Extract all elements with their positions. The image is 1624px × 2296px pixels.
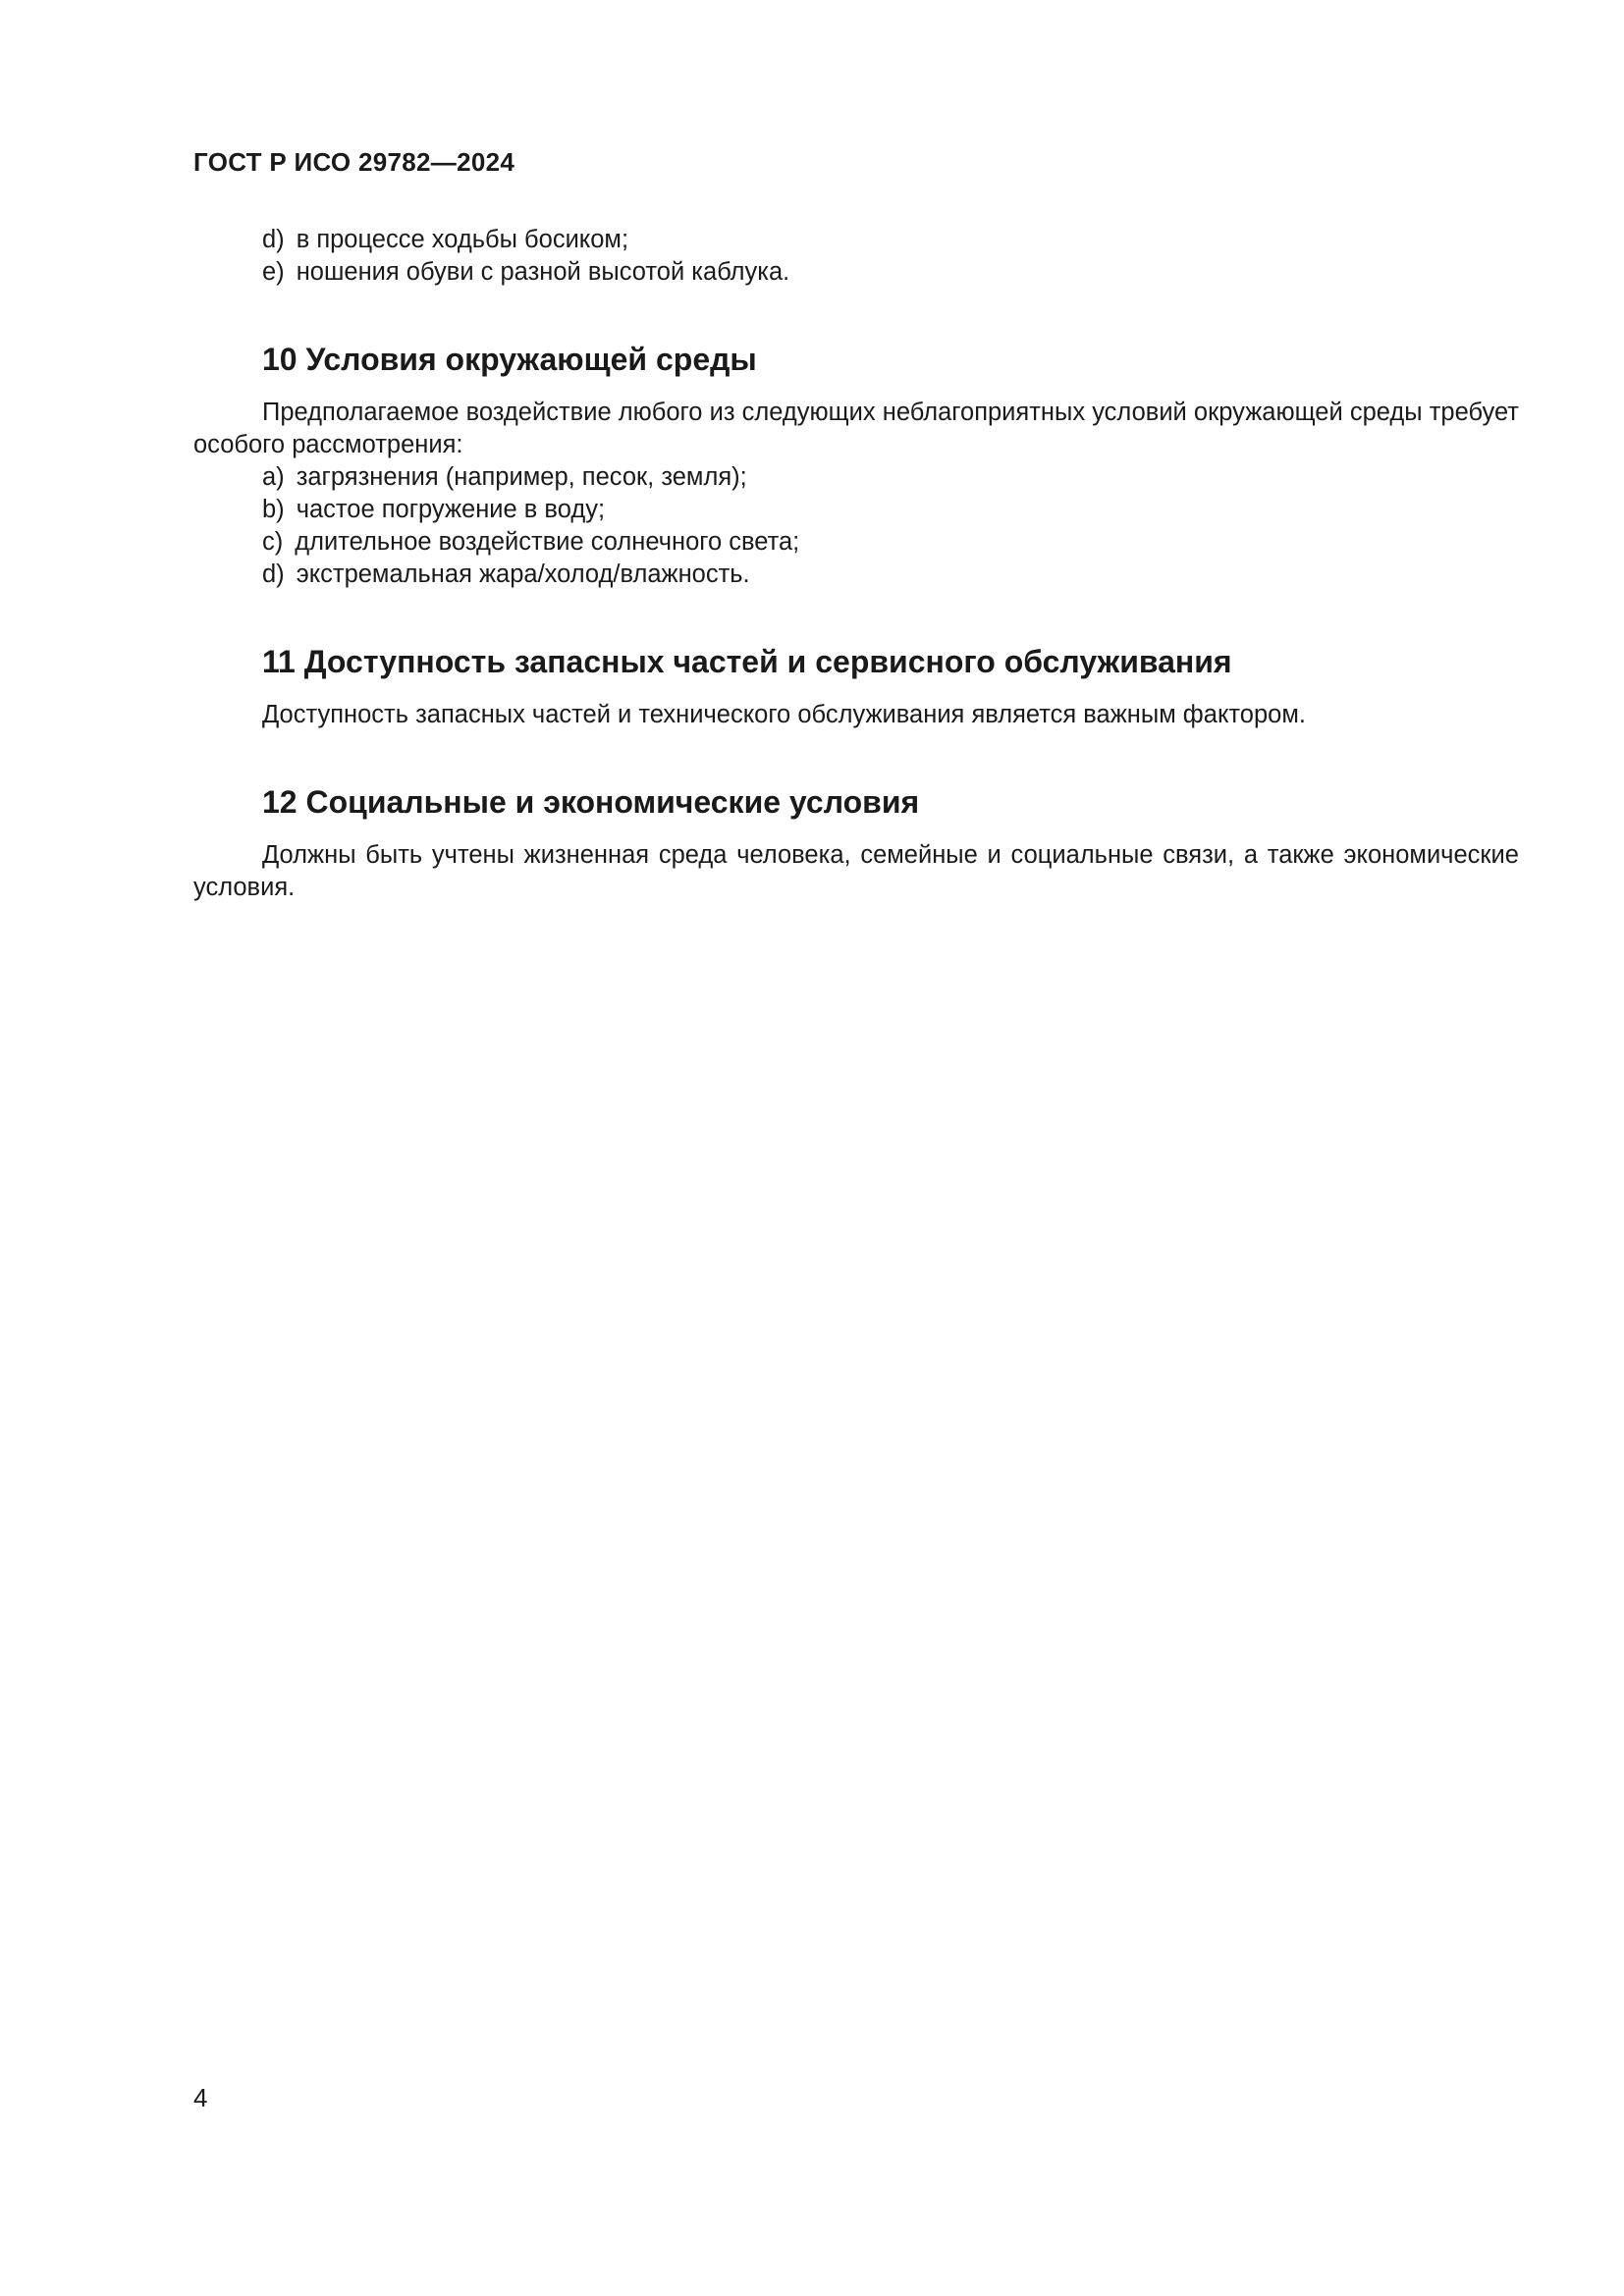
carryover-list: [193, 224, 1519, 289]
list-marker: b): [262, 496, 285, 523]
list-item: [193, 559, 1519, 591]
section-paragraph: Доступность запасных частей и технического обслуживания является важным фактором.: [262, 701, 1306, 728]
page-number: 4: [193, 2083, 208, 2112]
list-item-text: экстремальная жара/холод/влажность.: [296, 561, 750, 588]
document-code-header: ГОСТ Р ИСО 29782—2024: [193, 147, 515, 177]
list-item: [193, 494, 1519, 526]
list-marker: c): [262, 528, 284, 556]
list-marker: e): [262, 258, 285, 286]
list-item-text: частое погружение в воду;: [296, 496, 606, 523]
list-marker: a): [262, 463, 285, 491]
list-item-text: в процессе ходьбы босиком;: [296, 226, 629, 253]
section-paragraph: Предполагаемое воздействие любого из следующих неблагоприятных условий окружающей среды требует особого рассмотрения:: [193, 399, 1519, 458]
conditions-list: [193, 461, 1519, 591]
list-item-text: длительное воздействие солнечного света;: [295, 528, 800, 556]
list-item: [193, 461, 1519, 494]
list-item-text: загрязнения (например, песок, земля);: [296, 463, 747, 491]
list-item: [193, 224, 1519, 256]
page-content: [193, 224, 1519, 904]
list-marker: d): [262, 226, 285, 253]
section-social-economic: [193, 782, 1519, 904]
list-item: [193, 256, 1519, 289]
section-paragraph: Должны быть учтены жизненная среда человека, семейные и социальные связи, а также экономические условия.: [193, 841, 1519, 901]
section-heading: 11 Доступность запасных частей и сервисного обслуживания: [262, 644, 1232, 679]
section-heading: 12 Социальные и экономические условия: [262, 784, 920, 820]
section-spare-parts: [193, 642, 1519, 731]
list-item: [193, 526, 1519, 559]
list-marker: d): [262, 561, 285, 588]
section-heading: 10 Условия окружающей среды: [262, 342, 757, 377]
section-environment: [193, 340, 1519, 591]
list-item-text: ношения обуви с разной высотой каблука.: [296, 258, 790, 286]
